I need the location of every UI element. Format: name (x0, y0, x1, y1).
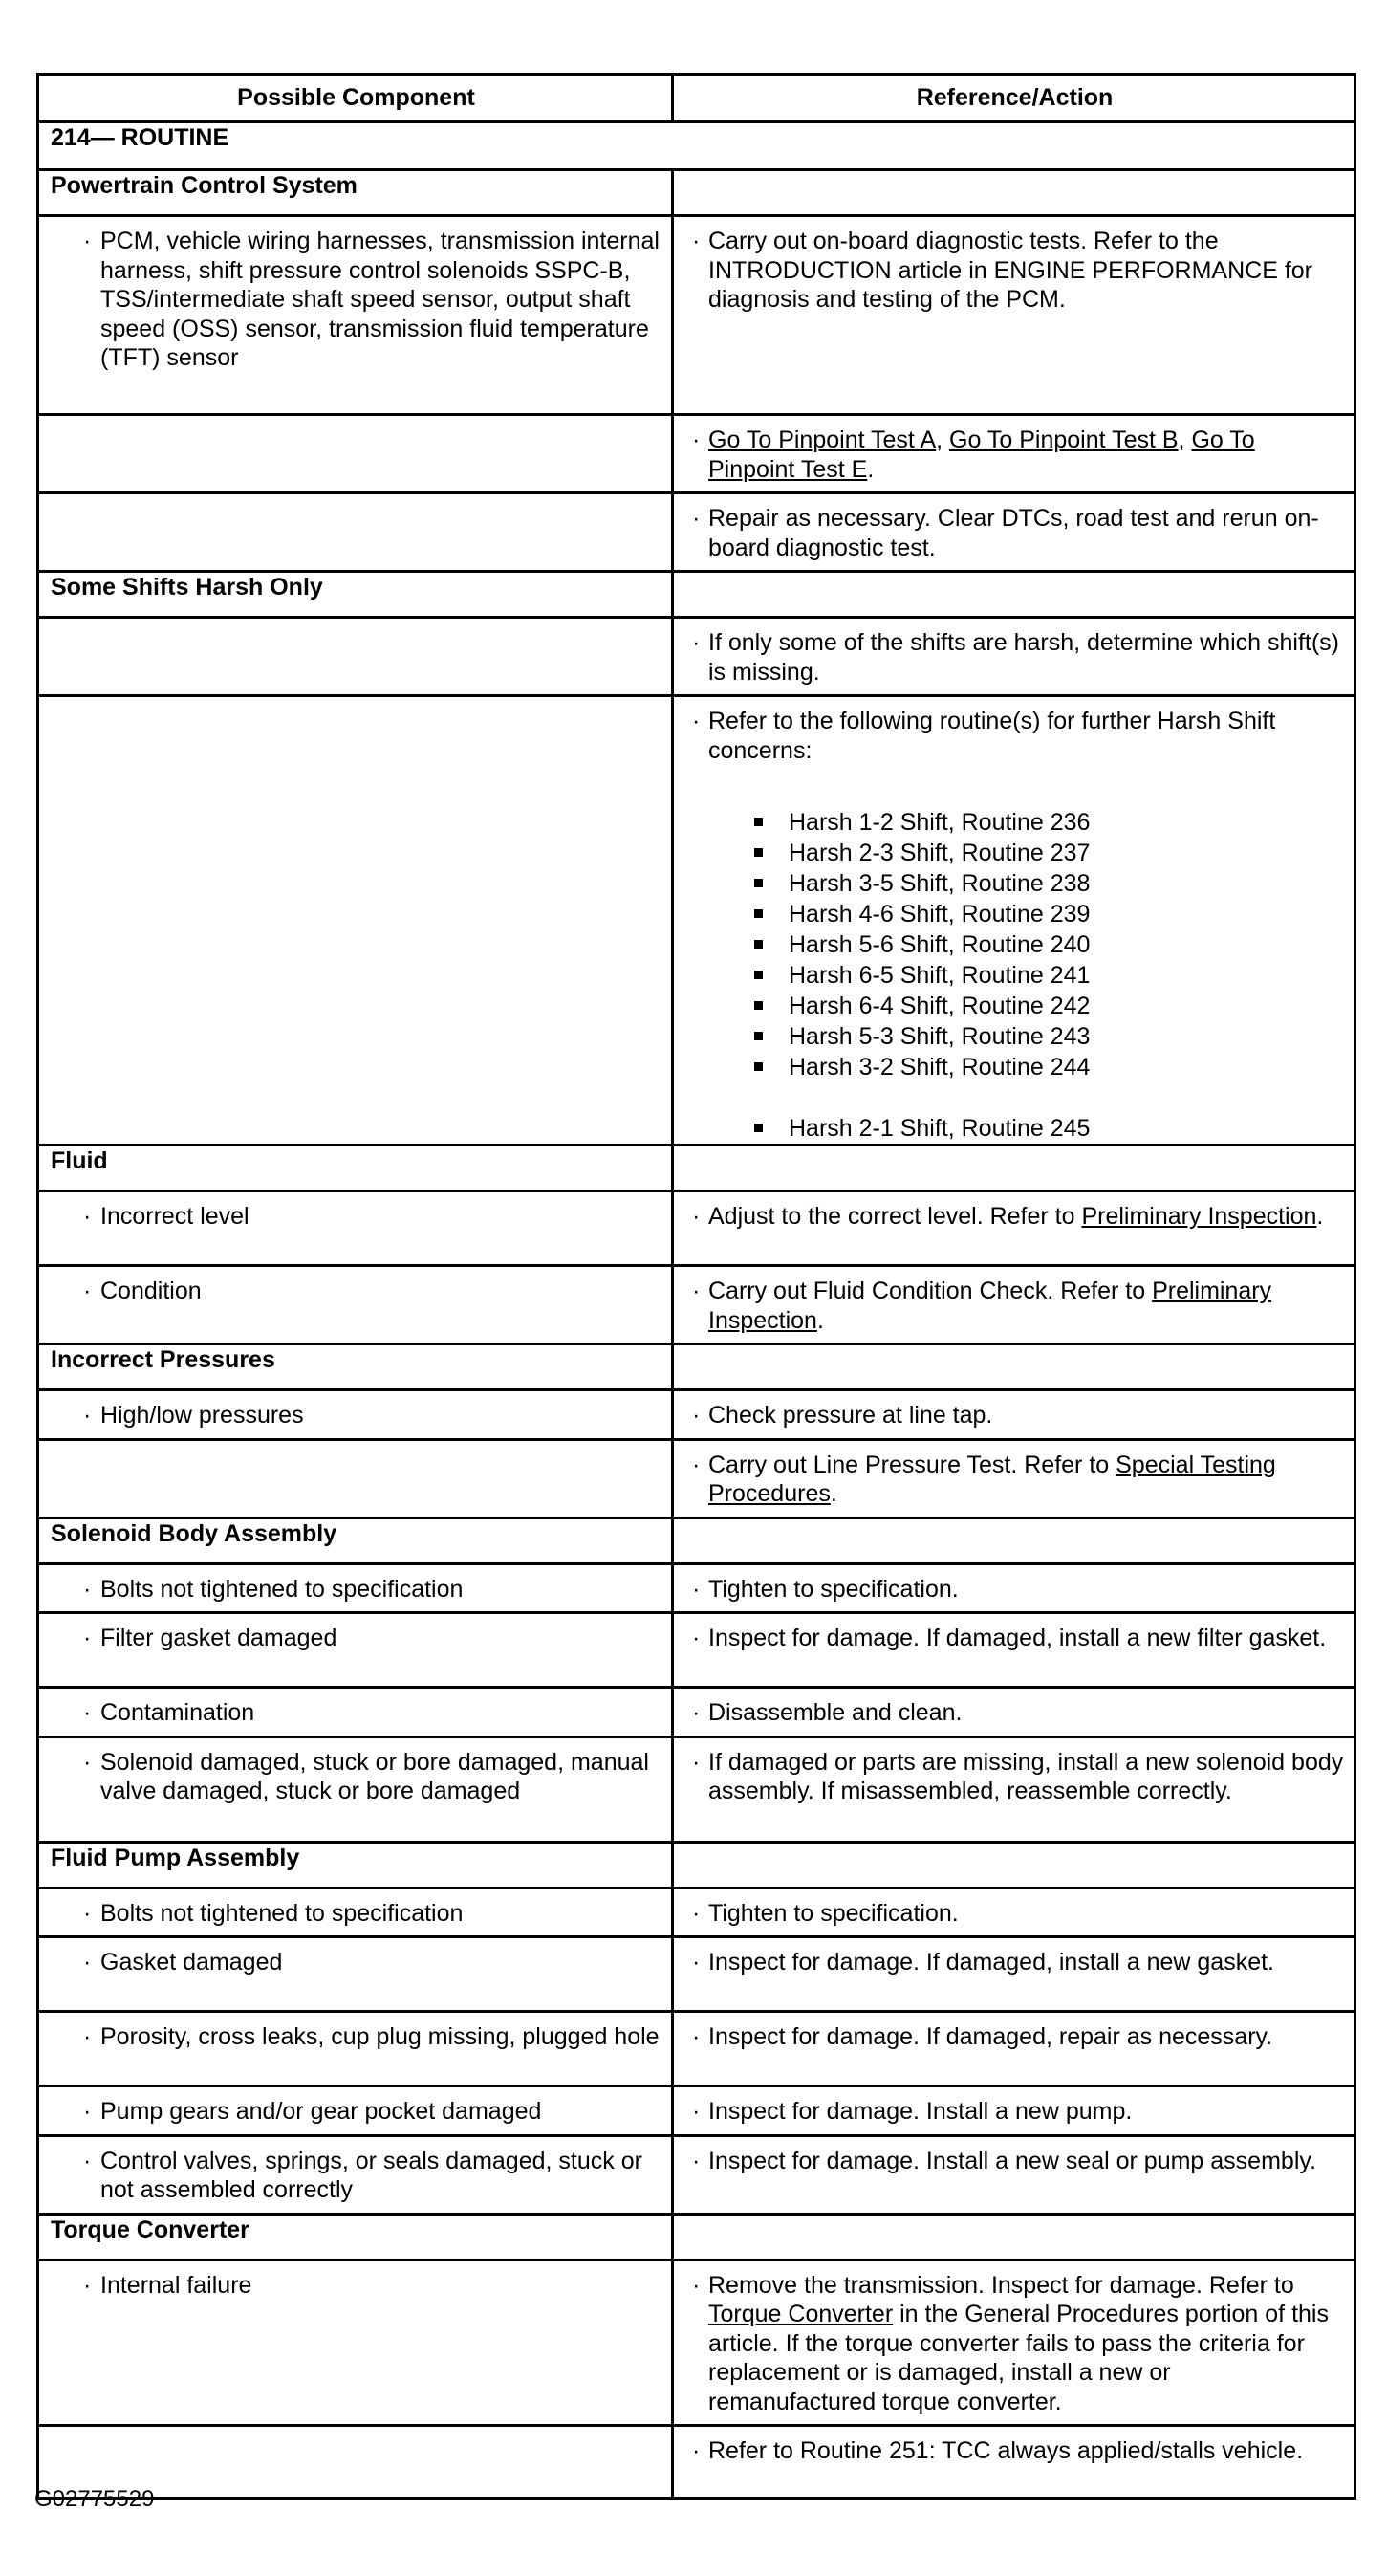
action-text: Repair as necessary. Clear DTCs, road test and rerun on-board diagnostic test. (708, 505, 1319, 561)
section-row (38, 1146, 1355, 1191)
section-title: Powertrain Control System (38, 170, 673, 216)
action-cell: · Inspect for damage. If damaged, install a new gasket. (692, 1949, 1275, 1976)
pinpoint-test-e-link[interactable]: Go To Pinpoint Test E (708, 426, 1255, 483)
table-row (38, 2426, 1355, 2499)
list-item: Harsh 3-5 Shift, Routine 238 (754, 868, 1344, 899)
pinpoint-test-a-link[interactable]: Go To Pinpoint Test A (708, 426, 937, 453)
list-item: Harsh 4-6 Shift, Routine 239 (754, 899, 1344, 929)
component-text: PCM, vehicle wiring harnesses, transmission internal harness, shift pressure control solenoids SSPC-B, TSS/intermediate shaft speed sensor, output shaft speed (OSS) sensor, transmission fluid temperature (TFT) sensor (100, 228, 660, 371)
action-cell: · Inspect for damage. If damaged, install a new filter gasket. (692, 1625, 1327, 1651)
torque-converter-link[interactable]: Torque Converter (708, 2301, 894, 2327)
table-row (38, 1439, 1355, 1517)
action-cell: · Repair as necessary. Clear DTCs, road test and rerun on-board diagnostic test. (692, 505, 1319, 561)
list-item: Harsh 2-3 Shift, Routine 237 (754, 838, 1344, 868)
routine-title: 214— ROUTINE (38, 122, 1355, 170)
table-row (38, 696, 1355, 1146)
component-cell: · Pump gears and/or gear pocket damaged (83, 2098, 542, 2125)
component-cell: · Bolts not tightened to specification (83, 1899, 464, 1927)
component-cell: · Porosity, cross leaks, cup plug missing, plugged hole (83, 2023, 660, 2050)
action-cell: · Disassemble and clean. (692, 1699, 963, 1726)
component-cell: · Control valves, springs, or seals damaged, stuck or not assembled correctly (83, 2147, 642, 2203)
action-text: If only some of the shifts are harsh, determine which shift(s) is missing. (708, 629, 1339, 686)
section-title: Solenoid Body Assembly (38, 1517, 673, 1563)
component-cell: · Bolts not tightened to specification (83, 1575, 464, 1603)
routine-row (38, 122, 1355, 170)
action-cell: · If only some of the shifts are harsh, determine which shift(s) is missing. (692, 629, 1339, 686)
action-cell: · Carry out Line Pressure Test. Refer to Special Testing Procedures. (692, 1451, 1276, 1507)
component-cell: · PCM, vehicle wiring harnesses, transmission internal harness, shift pressure control solenoids SSPC-B, TSS/intermediate shaft speed sensor, output shaft speed (OSS) sensor, transmission fluid temperature (TFT) sensor (83, 228, 660, 371)
table-row (38, 2135, 1355, 2214)
component-cell: · Condition (83, 1277, 202, 1304)
component-cell: · Solenoid damaged, stuck or bore damaged, manual valve damaged, stuck or bore damaged (83, 1748, 649, 1804)
list-item: Harsh 5-6 Shift, Routine 240 (754, 929, 1344, 960)
header-reference-action: Reference/Action (673, 75, 1355, 122)
table-row (38, 1191, 1355, 1266)
special-testing-procedures-link[interactable]: Special Testing Procedures (708, 1451, 1276, 1507)
component-cell: · Filter gasket damaged (83, 1625, 337, 1651)
table-row (38, 1937, 1355, 2012)
figure-id: G02775529 (34, 2486, 155, 2512)
header-possible-component: Possible Component (38, 75, 673, 122)
diagnostic-table (36, 73, 1356, 2500)
action-text: Carry out on-board diagnostic tests. Refer to the INTRODUCTION article in ENGINE PERFORMANCE for diagnosis and testing of the PCM. (708, 228, 1313, 313)
list-item: Harsh 1-2 Shift, Routine 236 (754, 807, 1344, 838)
component-cell: · Contamination (83, 1699, 255, 1726)
table-row (38, 493, 1355, 572)
component-cell: · Incorrect level (83, 1203, 249, 1230)
action-text: Refer to the following routine(s) for further Harsh Shift concerns: (708, 708, 1276, 764)
action-cell: · Inspect for damage. If damaged, repair as necessary. (692, 2023, 1273, 2050)
action-cell: · Inspect for damage. Install a new pump. (692, 2098, 1133, 2125)
table-row (38, 1736, 1355, 1842)
section-title: Fluid Pump Assembly (38, 1842, 673, 1888)
table-row (38, 1613, 1355, 1688)
action-cell: · Tighten to specification. (692, 1575, 959, 1603)
section-row (38, 1344, 1355, 1390)
table-row (38, 1563, 1355, 1613)
pinpoint-test-b-link[interactable]: Go To Pinpoint Test B (949, 426, 1179, 453)
list-item: Harsh 3-2 Shift, Routine 244 (754, 1052, 1344, 1082)
section-row (38, 1517, 1355, 1563)
header-row (38, 75, 1355, 122)
section-title: Incorrect Pressures (38, 1344, 673, 1390)
action-cell: · Go To Pinpoint Test A, Go To Pinpoint Test B, Go To Pinpoint Test E. (692, 426, 1255, 483)
section-title: Fluid (38, 1146, 673, 1191)
table-row (38, 2012, 1355, 2086)
section-row (38, 1842, 1355, 1888)
preliminary-inspection-link[interactable]: Preliminary Inspection (1081, 1203, 1317, 1230)
table-row (38, 1390, 1355, 1440)
list-item: Harsh 5-3 Shift, Routine 243 (754, 1021, 1344, 1052)
table-row (38, 1888, 1355, 1937)
component-cell: · Gasket damaged (83, 1949, 283, 1976)
section-row (38, 170, 1355, 216)
action-cell: · Refer to Routine 251: TCC always applied/stalls vehicle. (692, 2437, 1304, 2464)
section-row (38, 572, 1355, 618)
table-row (38, 618, 1355, 696)
table-row (38, 2086, 1355, 2136)
list-item: Harsh 2-1 Shift, Routine 245 (754, 1113, 1344, 1144)
table-row (38, 216, 1355, 415)
section-title: Some Shifts Harsh Only (38, 572, 673, 618)
table-row (38, 1688, 1355, 1737)
table-row (38, 415, 1355, 493)
list-item: Harsh 6-4 Shift, Routine 242 (754, 991, 1344, 1021)
list-item: Harsh 6-5 Shift, Routine 241 (754, 960, 1344, 991)
component-cell: · Internal failure (83, 2271, 252, 2299)
action-cell: · If damaged or parts are missing, install a new solenoid body assembly. If misassembled, reassemble correctly. (692, 1748, 1344, 1804)
action-cell: · Carry out on-board diagnostic tests. Refer to the INTRODUCTION article in ENGINE PERFORMANCE for diagnosis and testing of the PCM. (692, 228, 1313, 313)
section-title: Torque Converter (38, 2214, 673, 2259)
action-cell: · Inspect for damage. Install a new seal or pump assembly. (692, 2147, 1316, 2174)
section-row (38, 2214, 1355, 2259)
table-row (38, 1266, 1355, 1344)
component-cell: · High/low pressures (83, 1402, 304, 1429)
harsh-shift-list (685, 807, 1344, 1144)
action-cell: · Check pressure at line tap. (692, 1402, 993, 1429)
action-cell: · Refer to the following routine(s) for further Harsh Shift concerns: (692, 708, 1276, 764)
action-cell: · Remove the transmission. Inspect for damage. Refer to Torque Converter in the General Procedures portion of this article. If the torque converter fails to pass the criteria for replacement or is damaged, install a new or remanufactured torque converter. (692, 2271, 1329, 2415)
action-cell: · Carry out Fluid Condition Check. Refer to Preliminary Inspection. (692, 1277, 1272, 1334)
action-cell: · Adjust to the correct level. Refer to Preliminary Inspection. (692, 1203, 1324, 1230)
table-row (38, 2259, 1355, 2426)
action-cell: · Tighten to specification. (692, 1899, 959, 1927)
preliminary-inspection-link[interactable]: Preliminary Inspection (708, 1277, 1272, 1334)
